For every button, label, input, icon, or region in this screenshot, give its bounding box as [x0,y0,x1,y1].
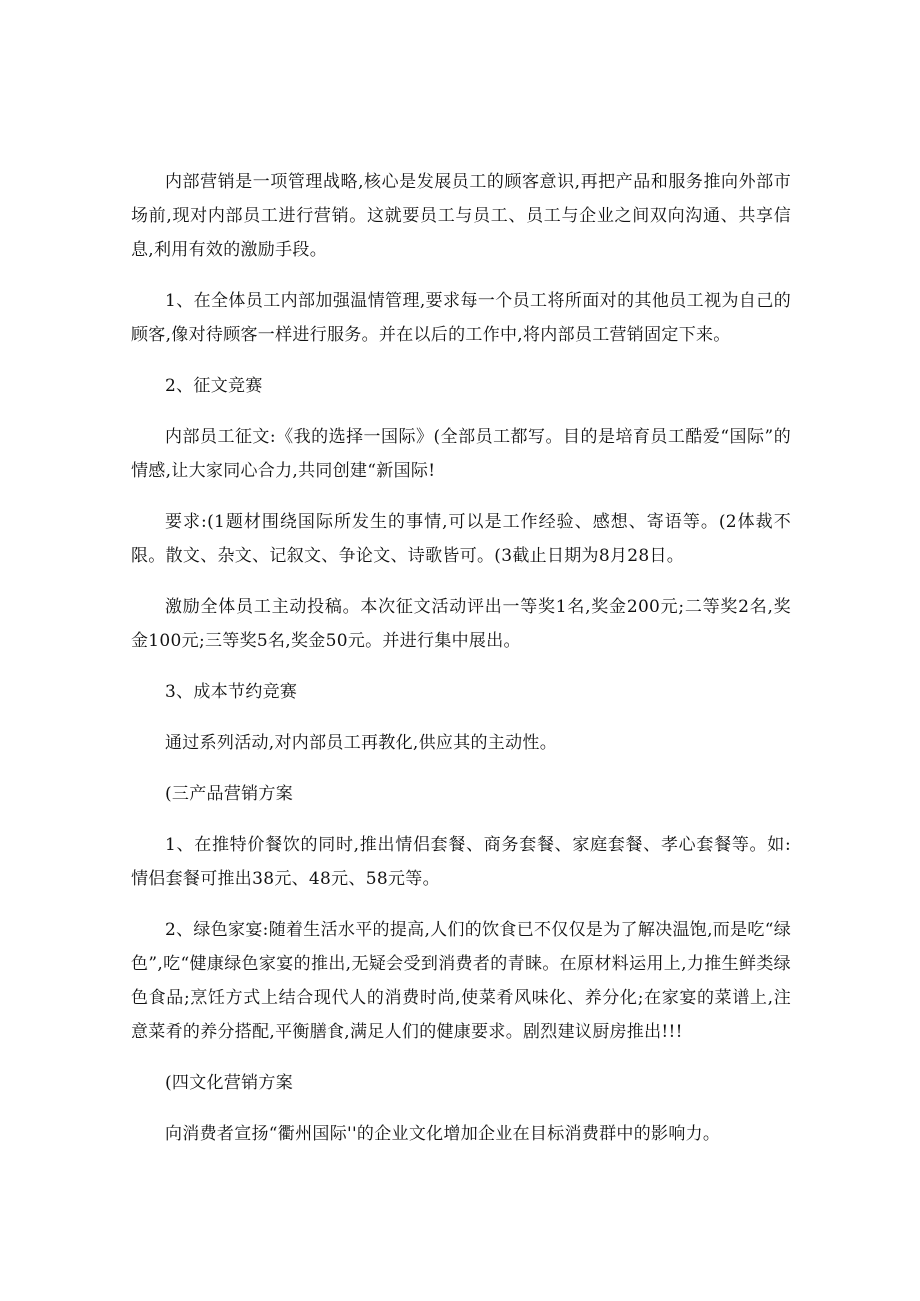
paragraph-essay-requirements: 要求:(1题材围绕国际所发生的事情,可以是工作经验、感想、寄语等。(2体裁不限。散文、杂文、记叙文、争论文、诗歌皆可。(3截止日期为8月28日。 [131,512,791,566]
paragraph-product-item-1: 1、在推特价餐饮的同时,推出情侣套餐、商务套餐、家庭套餐、孝心套餐等。如:情侣套餐可推出38元、48元、58元等。 [131,835,791,889]
paragraph-essay-awards: 激励全体员工主动投稿。本次征文活动评出一等奖1名,奖金200元;二等奖2名,奖金100元;三等奖5名,奖金50元。并进行集中展出。 [131,597,791,651]
paragraph-culture-promotion: 向消费者宣扬“衢州国际''的企业文化增加企业在目标消费群中的影响力。 [165,1124,721,1144]
paragraph-product-item-2-green-banquet: 2、绿色家宴:随着生活水平的提高,人们的饮食已不仅仅是为了解决温饱,而是吃“绿色”,吃“健康绿色家宴的推出,无疑会受到消费者的青睐。在原材料运用上,力推生鲜类绿色食品;烹饪方式上结合现代人的消费时尚,使菜肴风味化、养分化;在家宴的菜谱上,注意菜肴的养分搭配,平衡膳食,满足人们的健康要求。剧烈建议厨房推出!!! [131,920,791,1042]
paragraph-cost-saving: 通过系列活动,对内部员工再教化,供应其的主动性。 [165,733,558,753]
heading-culture-marketing-plan: (四文化营销方案 [165,1073,294,1093]
paragraph-internal-marketing-intro: 内部营销是一项管理战略,核心是发展员工的顾客意识,再把产品和服务推向外部市场前,现对内部员工进行营销。这就要员工与员工、员工与企业之间双向沟通、共享信息,利用有效的激励手段。 [131,172,791,260]
paragraph-essay-call: 内部员工征文:《我的选择一国际》(全部员工都写。目的是培育员工酷爱“国际”的情感,让大家同心合力,共同创建“新国际! [131,427,791,481]
paragraph-item-1-warm-management: 1、在全体员工内部加强温情管理,要求每一个员工将所面对的其他员工视为自己的顾客,像对待顾客一样进行服务。并在以后的工作中,将内部员工营销固定下来。 [131,291,791,345]
heading-essay-contest: 2、征文竞赛 [165,376,263,396]
heading-product-marketing-plan: (三产品营销方案 [165,784,294,804]
heading-cost-saving-contest: 3、成本节约竞赛 [165,682,298,702]
